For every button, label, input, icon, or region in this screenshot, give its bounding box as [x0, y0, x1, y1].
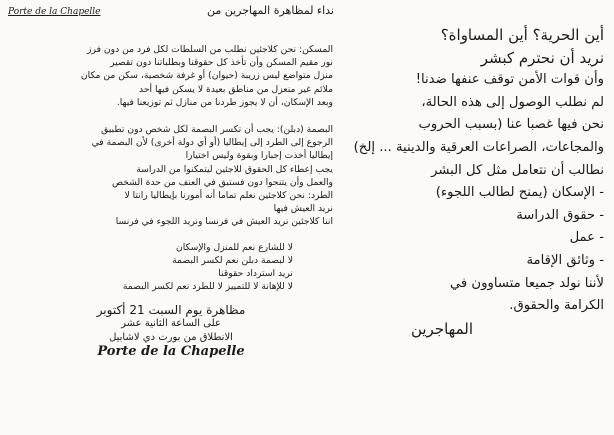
- right-line: - الإسكان (يمنح لطالب اللجوء): [435, 185, 604, 201]
- demonstration-date: مظاهرة يوم السبت 21 أكتوبر: [96, 303, 246, 318]
- right-column: [336, 24, 608, 338]
- housing-line: منزل متواضع ليس زريبة (حيوان) أو غرفة شخصية، سكن من مكان: [80, 70, 333, 82]
- slogan: لا للشارع نعم للمنزل والإسكان: [176, 241, 293, 253]
- fingerprint-line: نريد العيش فيها: [273, 203, 333, 215]
- fingerprint-line: اننا كلاجئين نريد العيش في فرنسا ونريد اللجوء في فرنسا: [115, 216, 333, 228]
- right-line: - وثائق الإقامة: [526, 252, 604, 268]
- fingerprint-line: يجب إعطاء كل الحقوق للاجئين ليتمكنوا من الدراسة: [136, 163, 333, 175]
- right-line: نطالب أن نتعامل مثل كل البشر: [431, 162, 604, 178]
- right-line: لأننا نولد جميعا متساوون في: [449, 275, 604, 291]
- demonstration-time: على الساعة الثانية عشر: [121, 318, 221, 330]
- right-line: وأن قوات الأمن توقف عنفها ضدنا!: [415, 72, 604, 88]
- right-line: أين الحرية؟ أين المساواة؟: [440, 26, 604, 44]
- demonstration-start: [6, 331, 336, 345]
- right-line: لم نطلب الوصول إلى هذه الحالة،: [421, 94, 604, 110]
- slogan: نريد استرداد حقوقنا: [218, 268, 293, 280]
- fingerprint-line: الرجوع إلى الطرد إلى إيطاليا (أو أي دولة أخرى) لأن البصمة في: [91, 137, 333, 149]
- slogan: لا للإهانة لا للتمييز لا للطرد نعم لكسر البصمة: [122, 281, 293, 293]
- housing-line: ملائم غير منعزل من مناطق بعيدة لا يسكن فيها أحد: [139, 83, 333, 95]
- fingerprint-line: البصمة (دبلن): يجب أن تكسر البصمة لكل شخص دون تطبيق: [101, 124, 333, 136]
- demonstration-place: Porte de la Chapelle: [97, 344, 245, 360]
- right-line: نحن فيها غصبا عنا (بسبب الحروب: [418, 117, 604, 133]
- left-header: [6, 4, 336, 17]
- fingerprint-line: الطرد: نحن كلاجئين نعلم تماما أنه أمورنا بإيطاليا رانتا لا: [124, 190, 333, 202]
- fingerprint-line: إيطاليا أخذت إجبارا وبقوة وليس اختيارا: [185, 150, 333, 162]
- signature: المهاجرين: [410, 319, 474, 338]
- housing-line: المسكن: نحن كلاجئين نطلب من السلطات لكل فرد من دون فرز: [87, 44, 333, 55]
- housing-line: نور مقيم المسكن وأن تأخذ كل حقوقنا وبطلباتنا دون تقصير: [110, 57, 333, 69]
- fingerprint-paragraph: [6, 123, 336, 229]
- right-line: نريد أن نحترم كبشر: [480, 48, 604, 67]
- start-place-arabic: بورت دي لاشابيل: [109, 332, 181, 344]
- start-label: الانطلاق من: [183, 332, 233, 344]
- housing-paragraph: [6, 43, 336, 109]
- right-line: والمجاعات، الصراعات العرقية والدينية ... إلخ): [353, 139, 604, 155]
- right-line: - عمل: [569, 230, 604, 246]
- demonstration-info: [6, 303, 336, 360]
- right-line: - حقوق الدراسة: [516, 207, 604, 223]
- left-column: [6, 4, 336, 360]
- fingerprint-line: والعمل وأن يتنحوا دون فستبق في العنف من حدة الشخص: [112, 176, 333, 188]
- header-call-title: نداء لمظاهرة المهاجرين من: [206, 4, 334, 17]
- housing-line: وبعد الإسكان، أن لا يجوز طردنا من منازل ثم توزيعنا فيها.: [116, 96, 333, 108]
- header-location-latin: Porte de la Chapelle: [8, 7, 101, 17]
- slogans-list: [6, 241, 336, 294]
- right-line: الكرامة والحقوق.: [509, 298, 604, 314]
- slogan: لا لبصمة دبلن نعم لكسر البصمة: [172, 254, 293, 266]
